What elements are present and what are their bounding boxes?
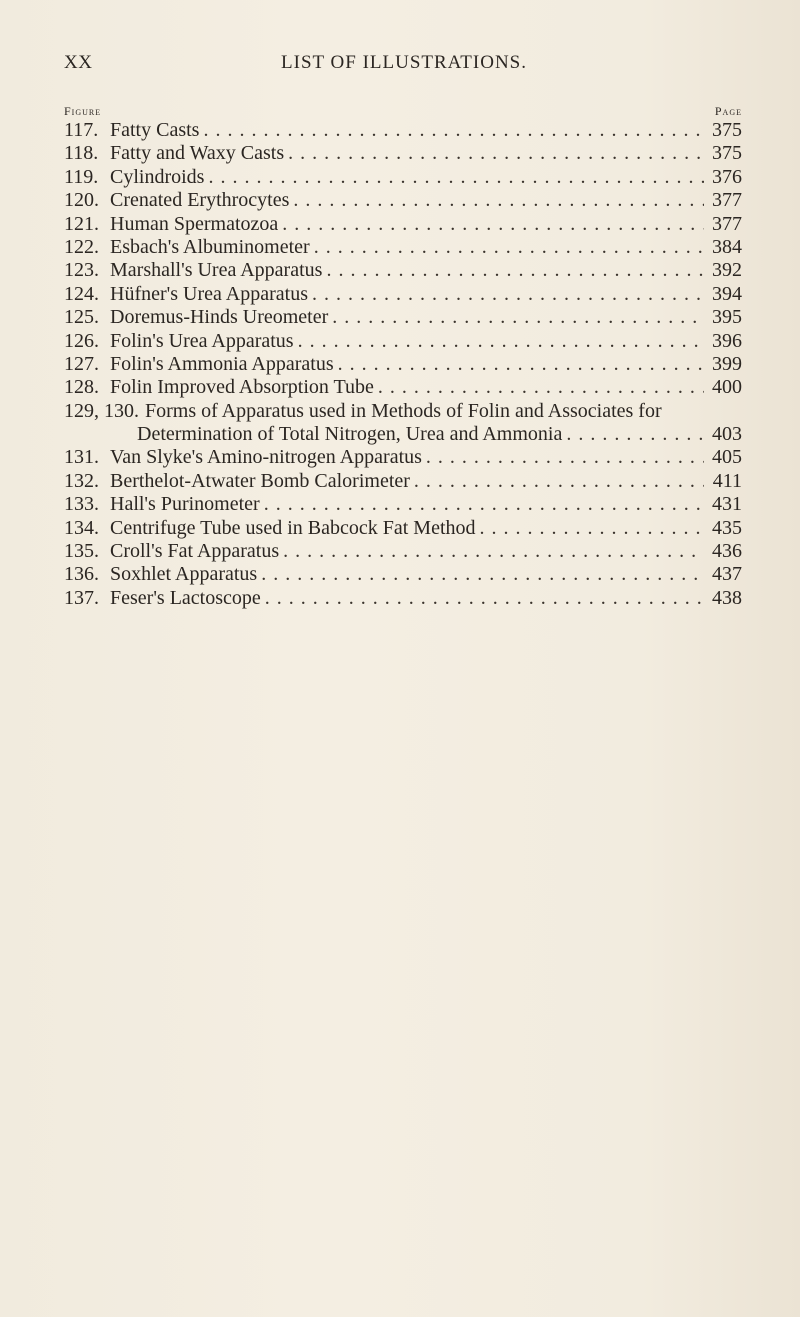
page-number: 411 (712, 469, 742, 492)
figure-title: Crenated Erythrocytes (110, 189, 290, 212)
dot-leader (203, 119, 704, 142)
dot-leader (332, 306, 704, 329)
figure-title: Van Slyke's Amino-nitrogen Apparatus (110, 446, 422, 469)
list-item (64, 587, 742, 610)
page-number: 437 (712, 563, 742, 586)
figure-title: Feser's Lactoscope (110, 586, 261, 609)
list-item (64, 470, 742, 493)
list-item (64, 563, 742, 586)
figure-title: Fatty Casts (110, 119, 200, 141)
figure-title: Marshall's Urea Apparatus (110, 259, 323, 282)
list-item (64, 259, 742, 282)
dot-leader (265, 587, 704, 610)
figure-title: Forms of Apparatus used in Methods of Folin and Associates for (145, 399, 662, 422)
list-item (64, 446, 742, 469)
list-item (64, 166, 742, 189)
page-number: 438 (712, 586, 742, 609)
list-item (64, 493, 742, 516)
list-item (64, 119, 742, 142)
figure-number: 118. (64, 142, 99, 165)
list-item (64, 213, 742, 236)
page-number: 377 (712, 189, 742, 212)
figure-number: 134. (64, 516, 99, 539)
page-number: 396 (712, 329, 742, 352)
page-number: 375 (712, 142, 742, 165)
figure-title: Fatty and Waxy Casts (110, 142, 285, 165)
figure-title: Soxhlet Apparatus (110, 563, 258, 586)
dot-leader (378, 376, 704, 399)
dot-leader (264, 493, 704, 516)
figure-title: Folin's Ammonia Apparatus (110, 352, 334, 375)
dot-leader (338, 353, 704, 376)
dot-leader (480, 517, 704, 540)
figure-title: Doremus-Hinds Ureometer (110, 306, 329, 329)
figure-title: Esbach's Albuminometer (110, 235, 310, 258)
figure-number: 120. (64, 189, 99, 212)
figure-number: 124. (64, 282, 99, 305)
figure-number: 126. (64, 329, 99, 352)
list-item (64, 517, 742, 540)
list-item (64, 330, 742, 353)
figure-number: 128. (64, 376, 99, 399)
figure-number: 132. (64, 469, 99, 492)
dot-leader (566, 423, 704, 446)
figure-number: 125. (64, 306, 99, 329)
page-number: 435 (712, 516, 742, 539)
figure-number: 127. (64, 352, 99, 375)
page-number: 400 (712, 376, 742, 399)
figure-number: 122. (64, 235, 99, 258)
figure-number: 137. (64, 586, 99, 609)
list-item (64, 400, 742, 423)
illustration-list (64, 119, 742, 610)
list-item (64, 236, 742, 259)
dot-leader (414, 470, 704, 493)
list-item (64, 142, 742, 165)
figure-title: Folin's Urea Apparatus (110, 329, 294, 352)
page-number: 376 (712, 165, 742, 188)
page-title: LIST OF ILLUSTRATIONS. (281, 52, 527, 73)
figure-number: 135. (64, 540, 99, 563)
dot-leader (293, 189, 704, 212)
dot-leader (312, 283, 704, 306)
dot-leader (208, 166, 704, 189)
figure-column-heading: Figure (64, 104, 102, 118)
page-number: 431 (712, 493, 742, 516)
dot-leader (288, 142, 704, 165)
dot-leader (282, 213, 704, 236)
list-item (64, 540, 742, 563)
page-number: 405 (712, 446, 742, 469)
page-number: 399 (712, 352, 742, 375)
figure-title: Folin Improved Absorption Tube (110, 376, 374, 399)
figure-title: Human Spermatozoa (110, 212, 279, 235)
figure-title: Berthelot-Atwater Bomb Calorimeter (110, 469, 410, 492)
figure-number: 123. (64, 259, 99, 282)
list-item (64, 189, 742, 212)
dot-leader (426, 446, 704, 469)
page-number: 394 (712, 282, 742, 305)
figure-number: 133. (64, 493, 99, 516)
dot-leader (314, 236, 704, 259)
running-head (64, 52, 744, 76)
figure-title: Hall's Purinometer (110, 493, 260, 516)
page-number: 377 (712, 212, 742, 235)
page-number: 392 (712, 259, 742, 282)
dot-leader (326, 259, 704, 282)
figure-number: 136. (64, 563, 99, 586)
figure-title: Croll's Fat Apparatus (110, 540, 280, 563)
column-headings (64, 104, 742, 120)
page-number: 384 (712, 235, 742, 258)
figure-number: 129, 130. (64, 399, 139, 422)
figure-title: Hüfner's Urea Apparatus (110, 282, 308, 305)
figure-number: 119. (64, 165, 99, 188)
page-folio: XX (64, 52, 93, 73)
page-number: 375 (712, 119, 742, 141)
dot-leader (298, 330, 704, 353)
figure-title: Cylindroids (110, 165, 205, 188)
list-item-continuation (64, 423, 742, 446)
figure-number: 117. (64, 119, 99, 141)
page-number: 395 (712, 306, 742, 329)
list-item (64, 283, 742, 306)
figure-title: Centrifuge Tube used in Babcock Fat Method (110, 516, 476, 539)
page-number: 403 (712, 423, 742, 446)
dot-leader (283, 540, 704, 563)
list-item (64, 306, 742, 329)
page-number: 436 (712, 540, 742, 563)
dot-leader (261, 563, 704, 586)
figure-number: 131. (64, 446, 99, 469)
figure-number: 121. (64, 212, 99, 235)
page-column-heading: Page (714, 104, 742, 118)
list-item (64, 376, 742, 399)
figure-title-continuation: Determination of Total Nitrogen, Urea and Ammonia (137, 423, 563, 446)
list-item (64, 353, 742, 376)
